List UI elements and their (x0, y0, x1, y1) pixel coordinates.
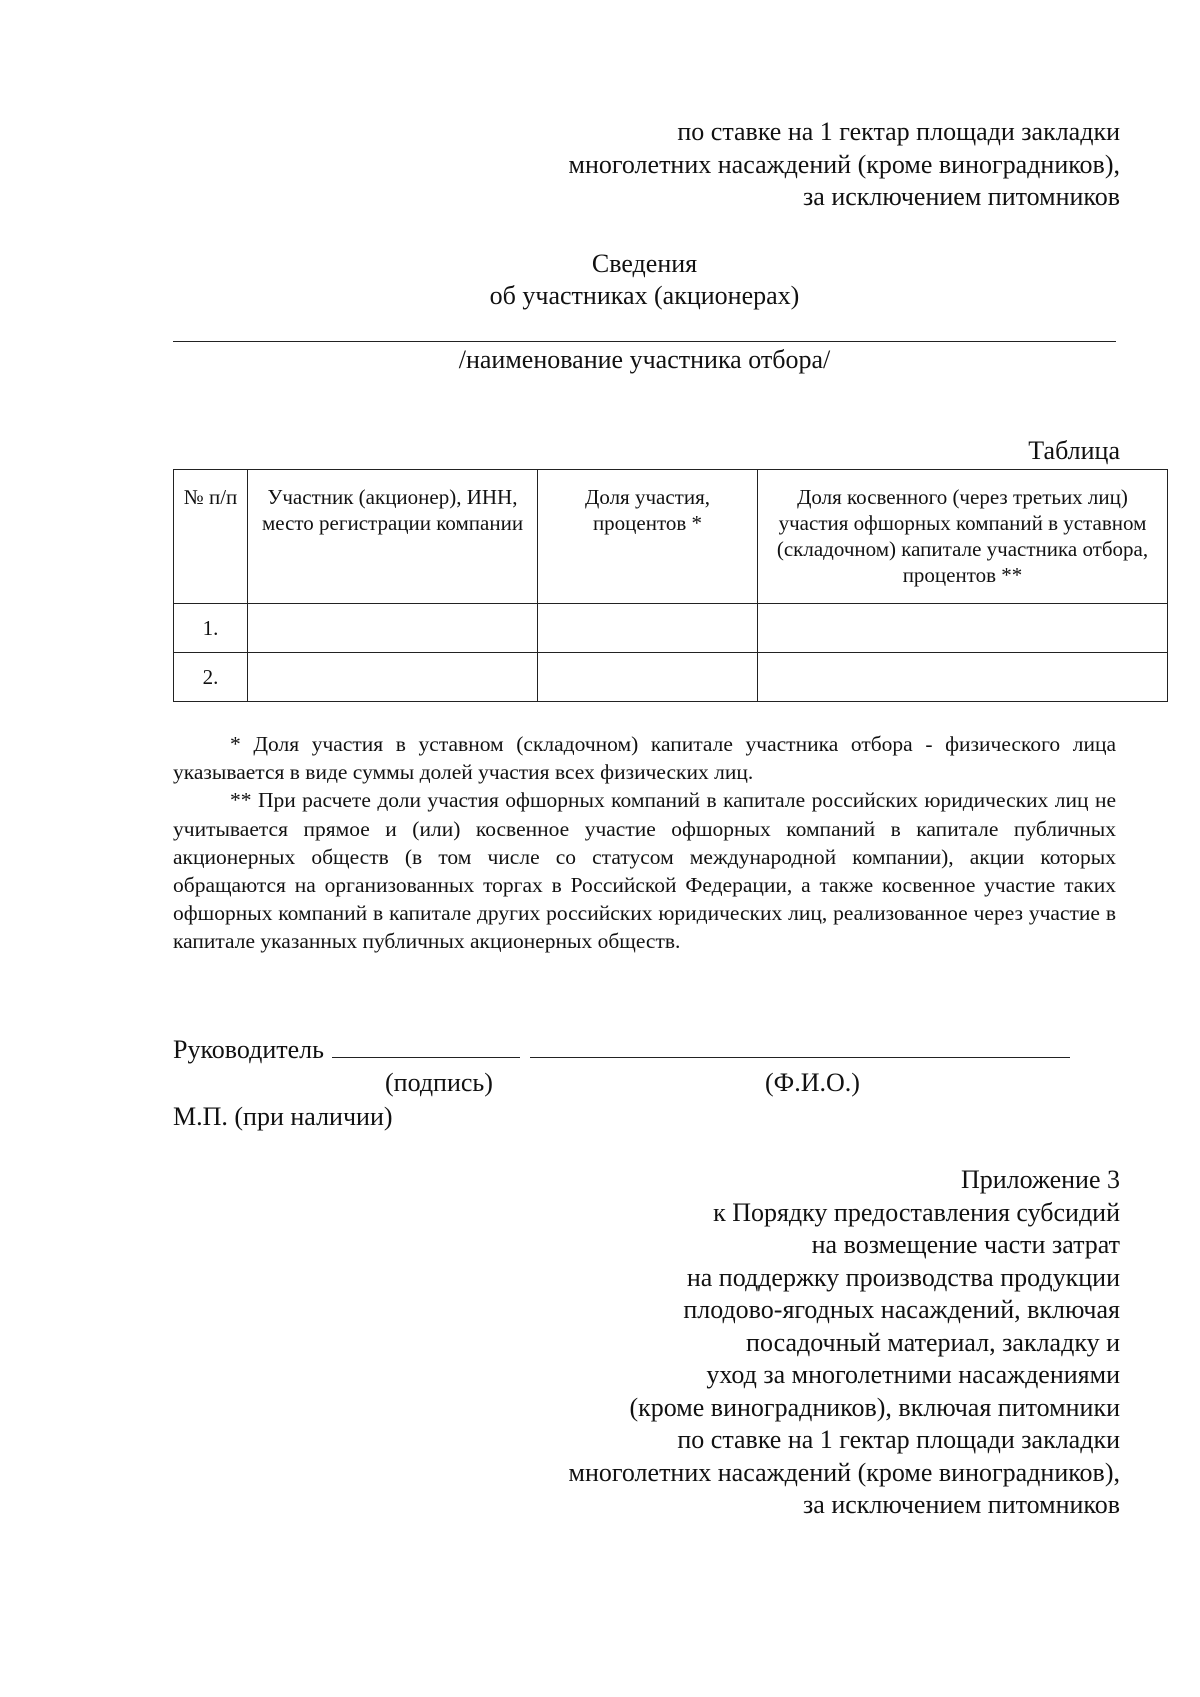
table-label: Таблица (1028, 436, 1120, 465)
appendix-line: за исключением питомников (803, 1490, 1120, 1519)
offshore-share-cell (758, 653, 1168, 702)
participant-cell (248, 604, 538, 653)
appendix-line: на поддержку производства продукции (686, 1262, 1120, 1292)
signature-line (173, 1033, 1070, 1066)
appendix-line: посадочный материал, закладку и (746, 1327, 1120, 1357)
fullname-caption: (Ф.И.О.) (765, 1068, 860, 1097)
document-title (173, 248, 1116, 312)
signature-blank (332, 1033, 520, 1058)
row-number: 2. (174, 653, 248, 702)
header-share: Доля участия, процентов * (538, 470, 758, 604)
footnotes (173, 730, 1116, 956)
header-line: по ставке на 1 гектар площади закладки (677, 117, 1120, 146)
offshore-share-cell (758, 604, 1168, 653)
stamp-note: М.П. (при наличии) (173, 1102, 393, 1131)
share-cell (538, 653, 758, 702)
appendix-line: по ставке на 1 гектар площади закладки (677, 1425, 1120, 1454)
header-continuation (569, 116, 1120, 214)
header-number: № п/п (174, 470, 248, 604)
header-participant: Участник (акционер), ИНН, место регистрации компании (248, 470, 538, 604)
appendix-line: уход за многолетними насаждениями (706, 1360, 1120, 1389)
participants-table (173, 469, 1168, 702)
share-cell (538, 604, 758, 653)
participant-cell (248, 653, 538, 702)
appendix-line: многолетних насаждений (кроме виноградников), (568, 1457, 1120, 1487)
appendix-line: к Порядку предоставления субсидий (713, 1197, 1120, 1227)
appendix-line: (кроме виноградников), включая питомники (629, 1392, 1120, 1422)
table-row (174, 653, 1168, 702)
header-line: за исключением питомников (803, 182, 1120, 211)
footnote-2: ** При расчете доли участия офшорных компаний в капитале российских юридических лиц не учитывается прямое и (или) косвенное участие офшорных компаний в капитале публичных акционерных обществ (в том числе со статусом международной компании), акции которых обращаются на организованных торгах в Российской Федерации, а также косвенное участие таких офшорных компаний в капитале других российских юридических лиц, реализованное через участие в капитале указанных публичных акционерных обществ. (173, 788, 1116, 954)
fullname-blank (530, 1033, 1070, 1058)
participant-name-blank (173, 341, 1116, 342)
table-header-row (174, 470, 1168, 604)
title-line: Сведения (591, 249, 698, 278)
appendix-line: плодово-ягодных насаждений, включая (683, 1295, 1120, 1324)
header-line: многолетних насаждений (кроме виноградников), (568, 149, 1120, 179)
footnote-1: * Доля участия в уставном (складочном) капитале участника отбора - физического лица указывается в виде суммы долей участия всех физических лиц. (173, 732, 1116, 785)
title-line: об участниках (акционерах) (489, 281, 800, 310)
participant-name-caption: /наименование участника отбора/ (458, 345, 831, 374)
appendix-line: Приложение 3 (960, 1165, 1120, 1194)
appendix-line: на возмещение части затрат (811, 1230, 1120, 1259)
row-number: 1. (174, 604, 248, 653)
table-row (174, 604, 1168, 653)
appendix-3-header (569, 1164, 1120, 1522)
header-offshore-share: Доля косвенного (через третьих лиц) участия офшорных компаний в уставном (складочном) капитале участника отбора, процентов ** (758, 470, 1168, 604)
signature-caption: (подпись) (385, 1068, 493, 1097)
head-label: Руководитель (173, 1035, 324, 1064)
